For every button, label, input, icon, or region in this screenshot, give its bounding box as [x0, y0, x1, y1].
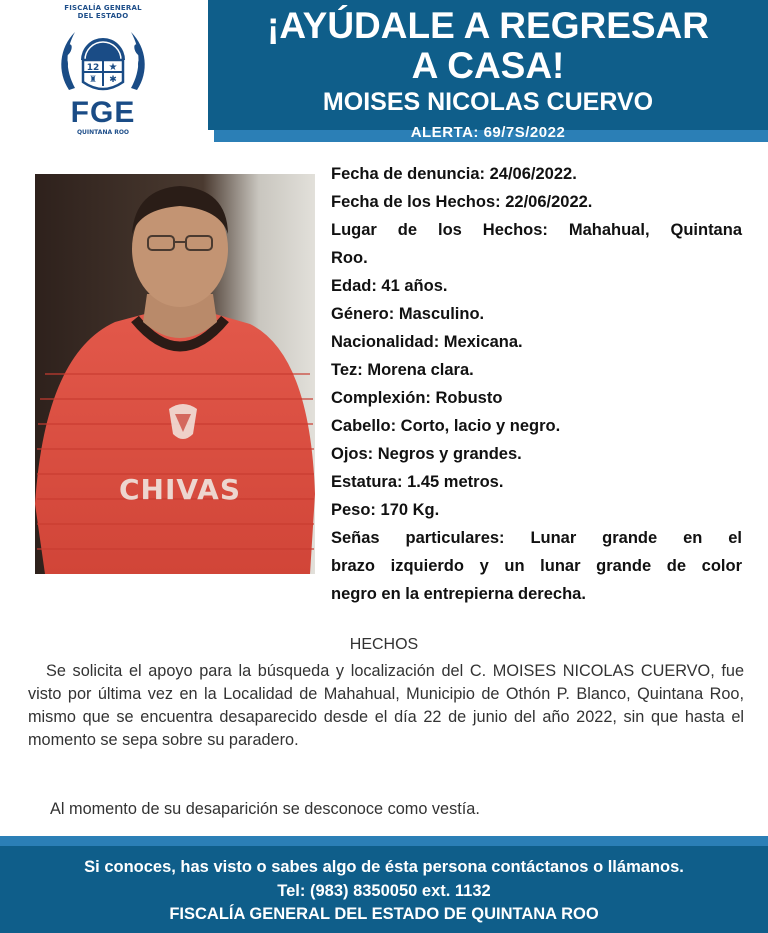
detail-fecha-denuncia: Fecha de denuncia: 24/06/2022.: [331, 165, 577, 183]
missing-person-name: MOISES NICOLAS CUERVO: [322, 88, 654, 116]
footer-contact: [0, 846, 768, 933]
hechos-heading: HECHOS: [349, 636, 419, 653]
footer-agency: FISCALÍA GENERAL DEL ESTADO DE QUINTANA ROO: [169, 905, 599, 923]
detail-fecha-hechos: Fecha de los Hechos: 22/06/2022.: [331, 193, 593, 211]
detail-peso: Peso: 170 Kg.: [331, 501, 440, 519]
detail-estatura: Estatura: 1.45 metros.: [331, 473, 504, 491]
detail-edad: Edad: 41 años.: [331, 277, 448, 295]
detail-nacionalidad: Nacionalidad: Mexicana.: [331, 333, 523, 351]
detail-senas: Señas particulares: Lunar grande en el: [331, 529, 742, 547]
svg-text:12: 12: [86, 63, 100, 73]
missing-person-photo: [35, 174, 315, 574]
alert-number: ALERTA: 69/7S/2022: [410, 124, 566, 141]
header-banner: [208, 0, 768, 130]
detail-lugar-hechos-cont: Roo.: [331, 249, 368, 267]
footer-phone: Tel: (983) 8350050 ext. 1132: [277, 882, 491, 900]
detail-complexion: Complexión: Robusto: [331, 389, 503, 407]
state-seal-icon: [55, 20, 151, 98]
detail-senas-cont2: negro en la entrepierna derecha.: [331, 585, 586, 603]
clothing-note: Al momento de su desaparición se desconoce como vestía.: [50, 800, 480, 818]
svg-text:♜: ♜: [88, 75, 98, 85]
detail-lugar-hechos: Lugar de los Hechos: Mahahual, Quintana: [331, 221, 742, 239]
detail-genero: Género: Masculino.: [331, 305, 485, 323]
banner-title-line1: ¡AYÚDALE A REGRESAR: [267, 5, 709, 46]
hechos-paragraph: Se solicita el apoyo para la búsqueda y localización del C. MOISES NICOLAS CUERVO, fue visto por última vez en la Localidad de Mahahual, Municipio de Othón P. Blanco, Quintana Roo, mismo que se encuentra desaparecido desde el día 22 de junio del año 2022, sin que hasta el momento se sepa sobre su paradero.: [28, 662, 744, 749]
detail-tez: Tez: Morena clara.: [331, 361, 474, 379]
svg-text:★: ★: [108, 62, 118, 73]
logo-top-line1: FISCALÍA GENERAL: [64, 4, 142, 12]
detail-cabello: Cabello: Corto, lacio y negro.: [331, 417, 561, 435]
detail-senas-cont1: brazo izquierdo y un lunar grande de color: [331, 557, 742, 575]
person-details: [331, 160, 742, 608]
logo-acronym: FGE: [70, 96, 136, 129]
fge-logo: [42, 4, 164, 144]
banner-title-line2: A CASA!: [411, 45, 565, 86]
footer-call-to-action: Si conoces, has visto o sabes algo de ésta persona contáctanos o llámanos.: [84, 858, 684, 876]
svg-text:✱: ✱: [109, 75, 117, 85]
shirt-text: CHIVAS: [118, 473, 242, 506]
detail-ojos: Ojos: Negros y grandes.: [331, 445, 522, 463]
logo-top-line2: DEL ESTADO: [77, 12, 129, 20]
logo-bottom-text: QUINTANA ROO: [76, 129, 130, 136]
